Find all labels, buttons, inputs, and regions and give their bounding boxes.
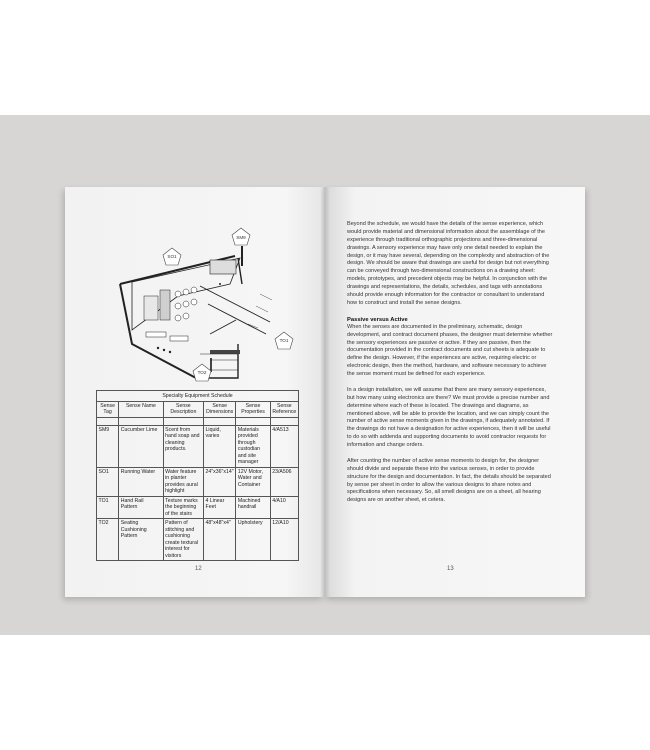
schedule-header: Sense Tag [97, 401, 119, 417]
table-cell: 12/A10 [270, 519, 298, 561]
table-cell: 12V Motor, Water and Container [236, 467, 270, 496]
paragraph: After counting the number of active sense moments to design for, the designer should divide and separate these into the various senses, in order to provide structure for the design and documentation. In fact, the details should be separated by sense per sheet in order to allow the various designs to share notes and specifications when necessary. So, all smell designs are on a sheet, all hearing designs are on another sheet, et cetera. [347, 457, 551, 504]
table-cell: 4 Linear Feet [204, 496, 236, 519]
specialty-equipment-schedule [96, 390, 299, 561]
table-cell: Seating Cushioning Pattern [119, 519, 163, 561]
table-cell: Materials provided through custodian and site manager [236, 425, 270, 467]
plan-tag-so1: SO1 [167, 254, 177, 259]
paragraph: In a design installation, we will assume that there are many sensory experiences, but how many using electronics are there? We must provide a precise number and determine where each of these is located. The drawings and diagrams, as mentioned above, will be able to provide the location, and we can simply count the number of active sense moments given in the drawings, if adequately annotated. If the drawings do not have a designation for active experiences, then it will be useful to do so with addenda and supporting documents to avoid contractor requests for information and change orders. [347, 386, 551, 449]
plan-tag-sm9: SM9 [236, 235, 246, 240]
page-number-right: 13 [447, 566, 454, 572]
schedule-title: Specialty Equipment Schedule [97, 391, 299, 402]
table-cell: Cucumber Lime [119, 425, 163, 467]
table-row [97, 467, 299, 496]
plan-tag-to1: TO1 [279, 338, 289, 343]
section-heading: Passive versus Active [347, 316, 408, 323]
table-cell: SO1 [97, 467, 119, 496]
table-cell: Texture marks the beginning of the stairs [163, 496, 203, 519]
schedule-header: Sense Name [119, 401, 163, 417]
table-cell: Upholstery [236, 519, 270, 561]
table-cell: TO2 [97, 519, 119, 561]
table-cell: Machined handrail [236, 496, 270, 519]
table-cell: Scent from hand soap and cleaning products. [163, 425, 203, 467]
schedule-header: Sense Dimensions [204, 401, 236, 417]
schedule-header: Sense Reference [270, 401, 298, 417]
table-cell: Liquid, varies [204, 425, 236, 467]
table-cell: Hand Rail Pattern [119, 496, 163, 519]
plan-tag-to2: TO2 [197, 370, 207, 375]
table-cell: 23/A506 [270, 467, 298, 496]
floor-plan-drawing [60, 224, 300, 384]
schedule-header: Sense Properties [236, 401, 270, 417]
table-row [97, 519, 299, 561]
right-page-text [347, 221, 555, 513]
table-cell: 24"x36"x14" [204, 467, 236, 496]
paragraph: Beyond the schedule, we would have the details of the sense experience, which would provide material and dimensional information about the assemblage of the experience through traditional orthographic projections and three-dimensional drawings. A sensory experience may have only one detail needed to explain the design, or it may have several, depending on the complexity and abstraction of the design. We should be aware that drawings are useful for design but not everything can be conveyed through two-dimensional constructions on a drawing sheet: models, prototypes, and precedent objects may be helpful. In conjunction with the drawings and representations, the details, schedules, and tags with annotations should provide enough information for the contractor or consultant to understand how to construct and install the sense designs. [347, 221, 550, 306]
page-number-left: 12 [195, 566, 202, 572]
table-cell: SM9 [97, 425, 119, 467]
table-cell: Running Water [119, 467, 163, 496]
table-cell: TO1 [97, 496, 119, 519]
book-gutter [320, 187, 330, 597]
table-row [97, 496, 299, 519]
table-cell: 4/A10 [270, 496, 298, 519]
table-cell: 48"x48"x4" [204, 519, 236, 561]
paragraph: When the senses are documented in the preliminary, schematic, design development, and contract document phases, the designer must determine whether the sensory experiences are passive or active. If they are passive, then the documentation provided in the contract documents and cut sheets is adequate to define the design. However, if the experiences are active, requiring electric or electronic design, then the method, hardware, and software necessary to achieve the sense moment must be defined for each experience. [347, 323, 553, 378]
table-cell: Pattern of stitching and cushioning create textural interest for visitors [163, 519, 203, 561]
table-cell: 4/A513 [270, 425, 298, 467]
table-row [97, 425, 299, 467]
schedule-header: Sense Description [163, 401, 203, 417]
table-cell: Water feature in planter provides aural highlight [163, 467, 203, 496]
